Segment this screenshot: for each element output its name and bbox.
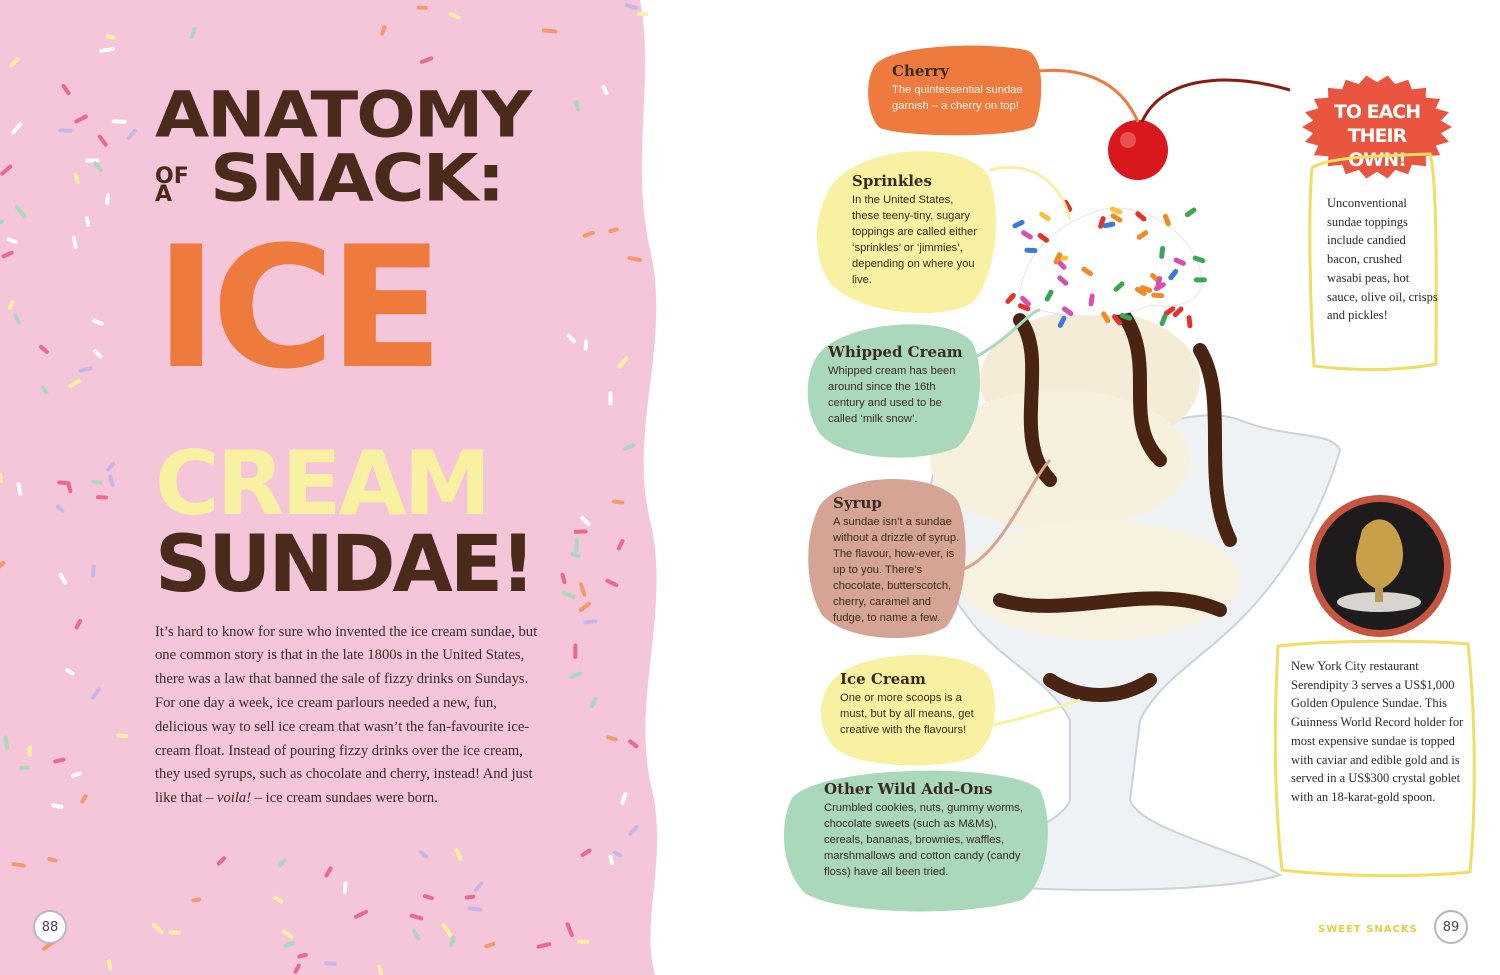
callout-body: Crumbled cookies, nuts, gummy worms, chocolate sweets (such as M&Ms), cereals, bananas, brownies, waffles, marshmallows and cotton candy (candy floss) have all been tried. — [824, 802, 1023, 878]
badge-line-1: TO EACH — [1333, 101, 1421, 123]
left-page — [0, 0, 700, 975]
title-of-a — [155, 164, 189, 207]
title-a: A — [155, 182, 173, 207]
callout-title: Syrup — [833, 494, 882, 512]
title-cream: CREAM — [155, 432, 489, 535]
callout-body: The quintessential sundae garnish – a cherry on top! — [892, 84, 1023, 112]
serendipity-note: New York City restaurant Serendipity 3 serves a US$1,000 Golden Opulence Sundae. This Guinness World Record holder for most expensive sundae is topped with caviar and edible gold and is served in a US$300 crystal goblet with an 18-karat-gold spoon. — [1291, 659, 1464, 804]
callout-body: In the United States, these teeny-tiny, sugary toppings are called either ‘sprinkles’ or ‘jimmies’, depending on where you live. — [852, 194, 978, 286]
callout-title: Whipped Cream — [828, 343, 963, 361]
golden-sundae-photo — [1307, 490, 1453, 642]
title-ice: ICE — [155, 210, 438, 406]
callout-title: Other Wild Add-Ons — [824, 780, 993, 798]
cherry-icon — [1108, 120, 1168, 180]
title-anatomy: ANATOMY — [155, 78, 531, 152]
sprinkles-connector — [990, 167, 1070, 220]
callout-title: Ice Cream — [840, 670, 926, 688]
callout-title: Sprinkles — [852, 172, 932, 190]
scoop-bottom — [960, 520, 1240, 640]
title-snack: SNACK: — [210, 140, 504, 216]
callout-title: Cherry — [892, 62, 949, 80]
section-footer-label: SWEET SNACKS — [1318, 924, 1418, 935]
page-number-right: 89 — [1434, 910, 1468, 944]
toppings-note: Unconventional sundae toppings include candied bacon, crushed wasabi peas, hot sauce, olive oil, crisps and pickles! — [1327, 196, 1438, 323]
intro-text-1: It’s hard to know for sure who invented the ice cream sundae, but one common story is that in the late 1800s in the United States, there was a law that banned the sale of fizzy drinks on Sundays. For one day a week, ice cream parlours needed a new, fun, delicious way to sell ice cream that wasn’t the fan-favourite ice-cream float. Instead of pouring fizzy drinks over the ice cream, they used syrups, such as chocolate and cherry, instead! And just like that – — [155, 623, 538, 807]
callout-body: Whipped cream has been around since the 16th century and used to be called ‘milk snow’. — [828, 365, 956, 425]
callout-body: One or more scoops is a must, but by all means, get creative with the flavours! — [840, 692, 974, 736]
intro-paragraph — [155, 621, 540, 811]
title-sundae: SUNDAE! — [155, 520, 533, 610]
callout-body: A sundae isn’t a sundae without a drizzle of syrup. The flavour, how-ever, is up to you. There’s chocolate, butterscotch, cherry, caramel and fudge, to name a few. — [833, 516, 960, 624]
intro-text-2: – ice cream sundaes were born. — [251, 790, 438, 807]
intro-italic: voila! — [217, 790, 252, 807]
page-number-left: 88 — [33, 910, 67, 944]
cherry-connector — [1030, 70, 1138, 122]
title-of: OF — [155, 164, 189, 189]
badge-line-2: THEIR OWN! — [1347, 125, 1407, 171]
